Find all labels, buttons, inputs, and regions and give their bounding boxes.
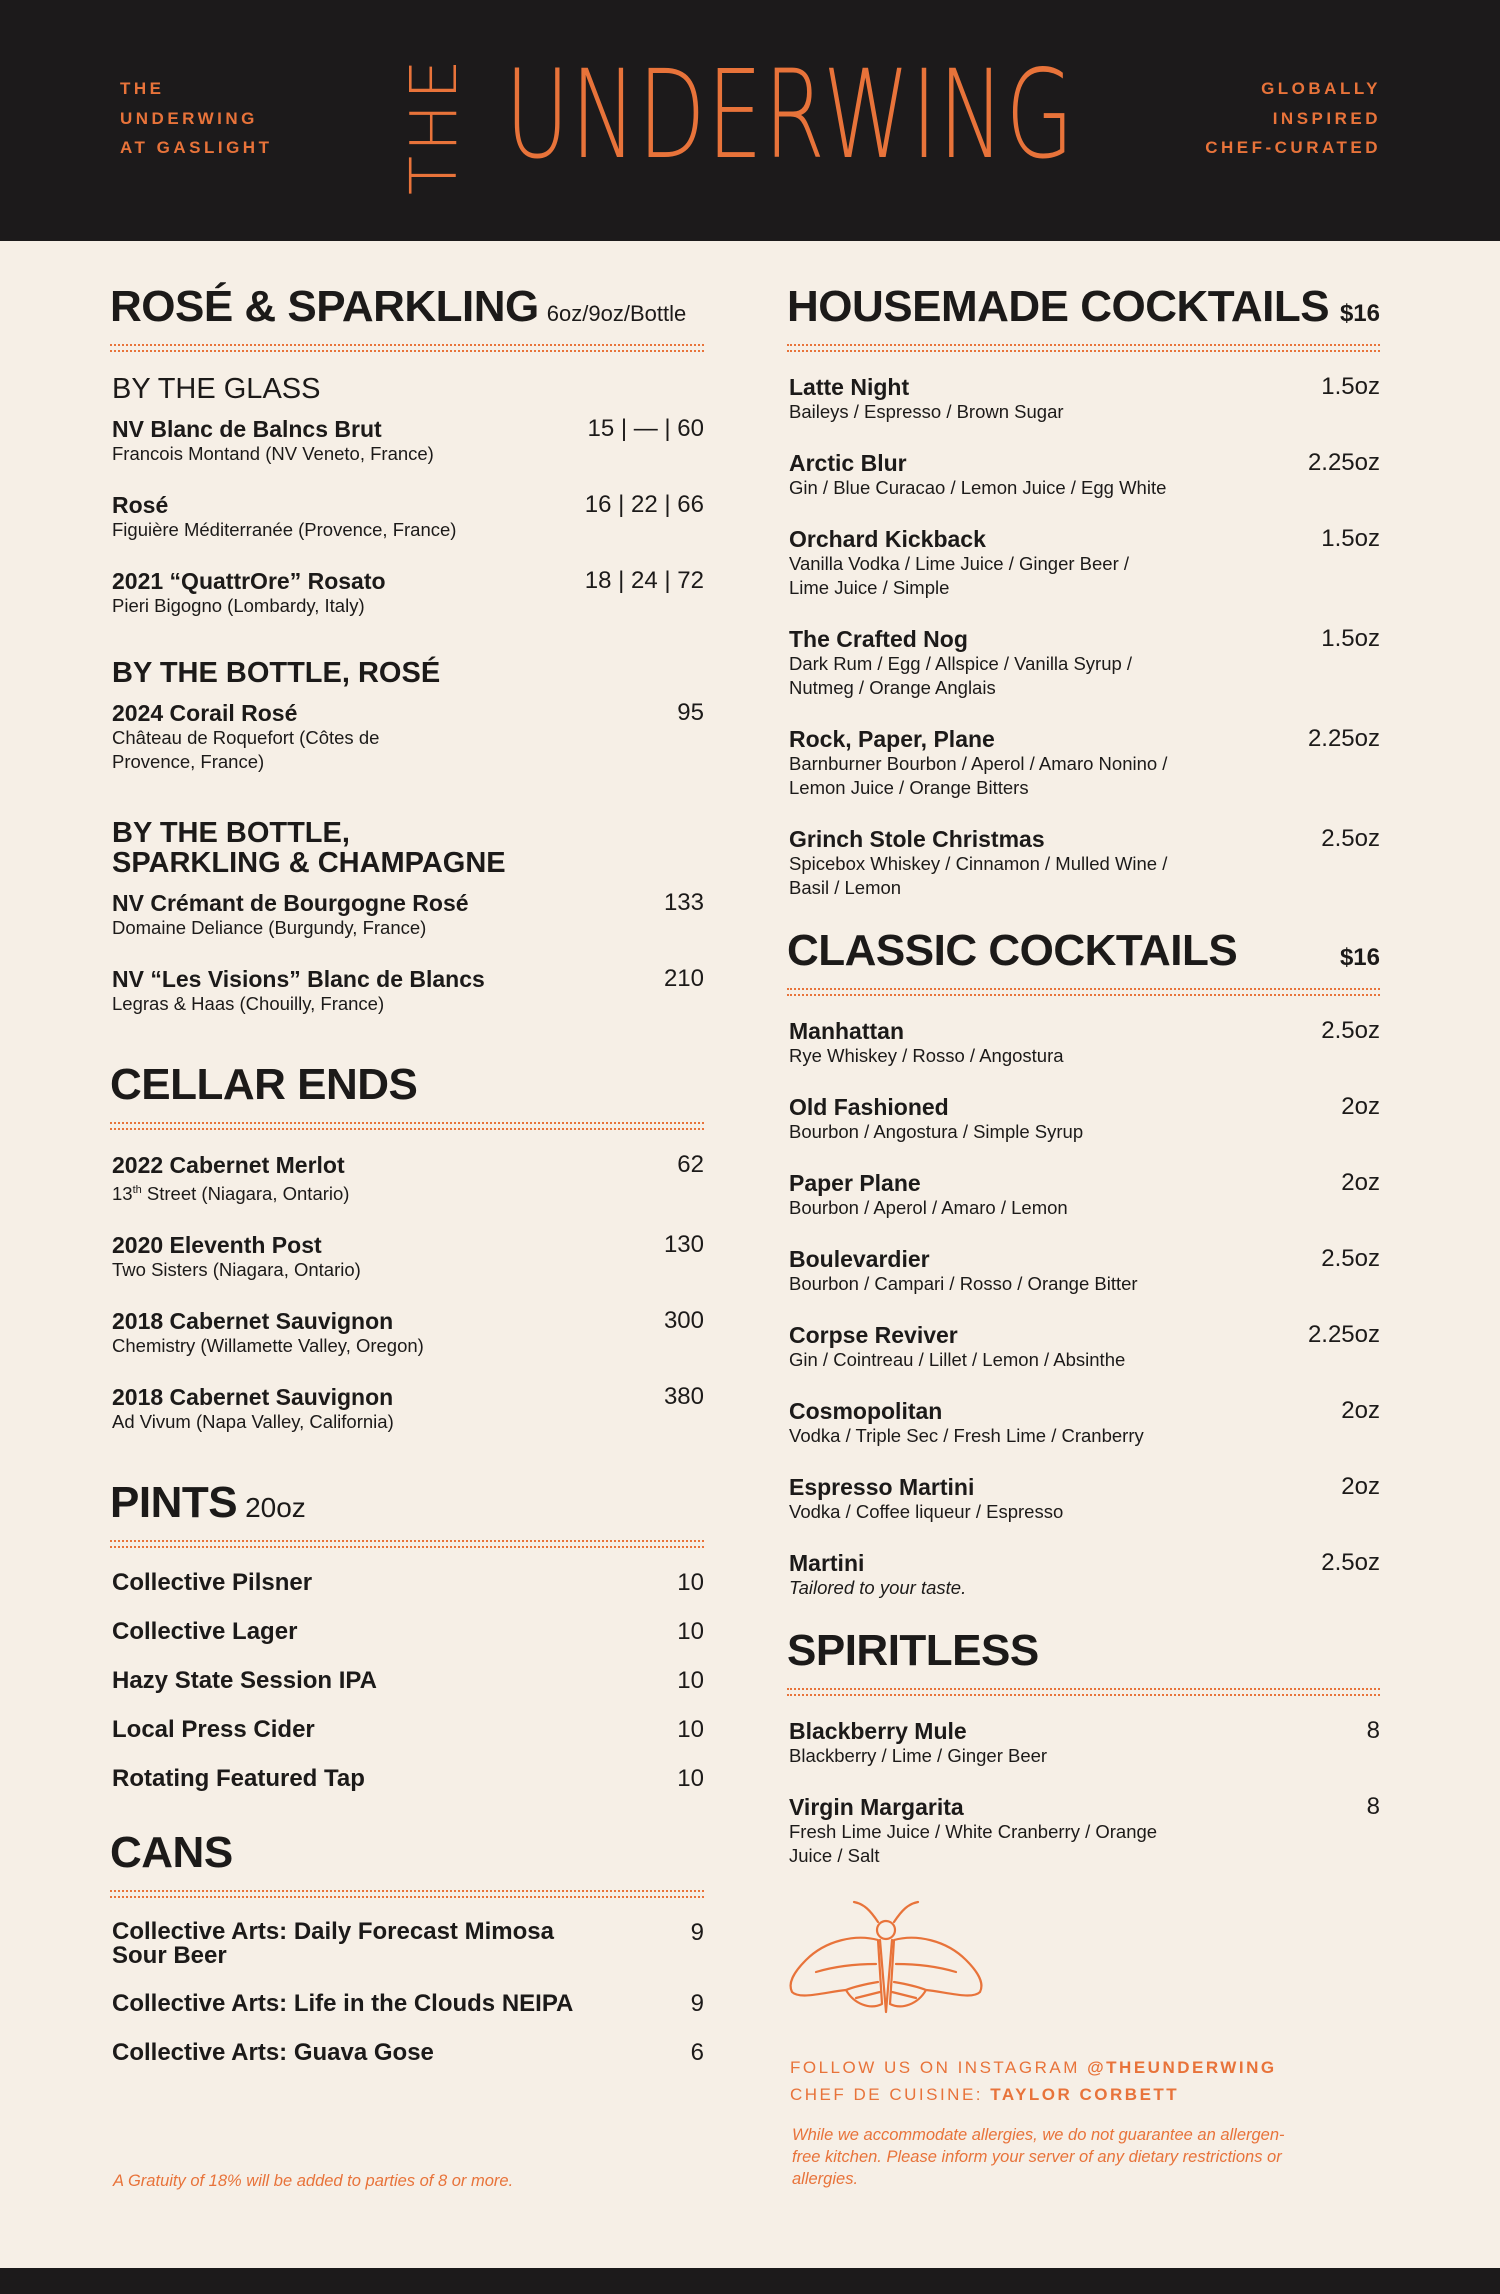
social-and-chef [790, 2054, 1277, 2108]
dotted-divider [787, 344, 1380, 352]
item-price: 133 [663, 889, 704, 916]
menu-item [110, 2040, 704, 2066]
menu-item [110, 1152, 704, 1206]
item-name: Collective Arts: Guava Gose [112, 2039, 434, 2067]
section-title: SPIRITLESS [787, 1626, 1039, 1675]
item-price: 62 [677, 1151, 704, 1178]
section-title: HOUSEMADE COCKTAILS [787, 282, 1330, 331]
item-price: 1.5oz [1321, 525, 1380, 552]
menu-item [787, 826, 1380, 900]
subsection-title-line: SPARKLING & CHAMPAGNE [112, 847, 506, 879]
item-price: 2.25oz [1307, 1321, 1380, 1348]
allergy-disclaimer: While we accommodate allergies, we do not guarantee an allergen-free kitchen. Please inform your server of any dietary restrictions or allergies. [792, 2126, 1285, 2188]
item-price: 95 [677, 699, 704, 726]
item-price: 9 [690, 1919, 704, 1947]
item-name: Cosmopolitan [789, 1398, 943, 1424]
item-description: Vodka / Coffee liqueur / Espresso [789, 1501, 1064, 1522]
dotted-divider [110, 1540, 704, 1548]
item-name: Collective Lager [112, 1618, 298, 1646]
item-description: Rye Whiskey / Rosso / Angostura [789, 1045, 1064, 1066]
section-header-cans [110, 1828, 704, 1878]
menu-item [787, 1018, 1380, 1068]
menu-item [110, 966, 704, 1016]
item-name [112, 1920, 704, 1968]
desc-part: 13 [112, 1183, 133, 1205]
item-description: Basil / Lemon [789, 877, 902, 898]
item-description: Legras & Haas (Chouilly, France) [112, 993, 385, 1014]
item-price: 10 [677, 1667, 704, 1695]
item-description: Bourbon / Aperol / Amaro / Lemon [789, 1197, 1068, 1218]
menu-item [110, 1766, 704, 1792]
item-name: 2021 “QuattrOre” Rosato [112, 568, 386, 594]
item-name: 2018 Cabernet Sauvignon [112, 1384, 394, 1411]
right-column [787, 282, 1380, 1894]
tagline-line: CHEF-CURATED [1205, 138, 1381, 157]
item-name: Local Press Cider [112, 1716, 315, 1744]
menu-item [787, 1474, 1380, 1524]
tagline-line: THE [120, 79, 165, 98]
section-header-spiritless [787, 1626, 1380, 1676]
tagline-line: INSPIRED [1272, 108, 1381, 128]
logo-wordmark: UNDERWING [505, 44, 1076, 186]
item-description: Vodka / Triple Sec / Fresh Lime / Cranberry [789, 1425, 1144, 1446]
item-price: 15 | — | 60 [587, 415, 704, 442]
item-price: 380 [663, 1383, 704, 1411]
item-description: Baileys / Espresso / Brown Sugar [789, 401, 1064, 422]
item-price: 9 [690, 1990, 704, 2018]
instagram-handle[interactable]: @THEUNDERWING [1087, 2058, 1277, 2077]
menu-item [787, 526, 1380, 600]
subsection-title: BY THE BOTTLE, ROSÉ [112, 657, 441, 689]
item-name: NV “Les Visions” Blanc de Blancs [112, 966, 485, 992]
left-column [110, 282, 704, 2089]
dotted-divider [110, 1122, 704, 1130]
menu-item [787, 1170, 1380, 1220]
item-description: Nutmeg / Orange Anglais [789, 677, 996, 698]
instagram-line [790, 2054, 1277, 2081]
menu-item [787, 1322, 1380, 1372]
item-name: Latte Night [789, 374, 910, 400]
item-name: Collective Pilsner [112, 1569, 313, 1597]
item-name: Martini [789, 1550, 865, 1576]
item-price: 10 [677, 1716, 704, 1744]
section-header-housemade [787, 282, 1380, 332]
header-banner [0, 0, 1500, 241]
item-price: 10 [677, 1569, 704, 1597]
menu-item [787, 374, 1380, 424]
item-description: Spicebox Whiskey / Cinnamon / Mulled Wine / [789, 853, 1168, 874]
item-description: Bourbon / Campari / Rosso / Orange Bitter [789, 1273, 1138, 1294]
menu-item [787, 450, 1380, 500]
item-name: Boulevardier [789, 1246, 930, 1272]
subsection-title-line: BY THE BOTTLE, [112, 817, 350, 849]
menu-item [110, 1920, 704, 1968]
item-name: Corpse Reviver [789, 1322, 958, 1348]
item-name: Collective Arts: Life in the Clouds NEIPA [112, 1990, 574, 2018]
item-name: Rosé [112, 492, 169, 518]
section-serving-sizes: 6oz/9oz/Bottle [546, 301, 687, 326]
menu-item [787, 626, 1380, 700]
menu-item [110, 1991, 704, 2017]
chef-label: CHEF DE CUISINE: [790, 2085, 991, 2104]
item-name: NV Crémant de Bourgogne Rosé [112, 890, 469, 916]
chef-line [790, 2081, 1277, 2108]
header-right-tagline [1205, 74, 1381, 163]
dotted-divider [110, 1890, 704, 1898]
menu-item [110, 568, 704, 618]
item-price: 16 | 22 | 66 [584, 491, 704, 518]
section-price: $16 [1339, 944, 1380, 971]
item-description: Dark Rum / Egg / Allspice / Vanilla Syrup / [789, 653, 1133, 674]
item-price: 18 | 24 | 72 [584, 567, 704, 594]
section-price: $16 [1339, 300, 1380, 327]
item-description [112, 1178, 704, 1206]
item-description: Gin / Cointreau / Lillet / Lemon / Absinthe [789, 1349, 1126, 1370]
item-price: 2.5oz [1321, 1549, 1380, 1576]
item-price: 6 [690, 2039, 704, 2067]
menu-item [110, 1570, 704, 1596]
item-description: Francois Montand (NV Veneto, France) [112, 443, 434, 464]
menu-item [787, 1550, 1380, 1600]
item-description: Vanilla Vodka / Lime Juice / Ginger Beer / [789, 553, 1130, 574]
item-name: Paper Plane [789, 1170, 921, 1196]
item-name: Manhattan [789, 1018, 904, 1044]
item-description: Ad Vivum (Napa Valley, California) [112, 1411, 394, 1433]
item-price: 130 [663, 1231, 704, 1259]
item-description: Provence, France) [112, 751, 265, 772]
item-description: Gin / Blue Curacao / Lemon Juice / Egg White [789, 477, 1167, 498]
item-name: 2020 Eleventh Post [112, 1232, 322, 1259]
item-price: 1.5oz [1321, 625, 1380, 652]
item-description: Chemistry (Willamette Valley, Oregon) [112, 1335, 424, 1357]
item-name-line: Collective Arts: Daily Forecast Mimosa [112, 1918, 554, 1946]
item-description: Château de Roquefort (Côtes de [112, 727, 380, 748]
item-name: Hazy State Session IPA [112, 1667, 377, 1695]
item-price: 10 [677, 1618, 704, 1646]
menu-item [787, 1398, 1380, 1448]
item-price: 300 [663, 1307, 704, 1335]
menu-item [110, 492, 704, 542]
menu-item [110, 1232, 704, 1282]
item-name: 2018 Cabernet Sauvignon [112, 1308, 394, 1335]
tagline-line: AT GASLIGHT [120, 138, 273, 157]
section-title: CELLAR ENDS [110, 1060, 418, 1109]
item-description: Two Sisters (Niagara, Ontario) [112, 1259, 361, 1281]
item-description: Fresh Lime Juice / White Cranberry / Orange [789, 1821, 1158, 1842]
tagline-line: UNDERWING [120, 108, 258, 128]
item-description: Pieri Bigogno (Lombardy, Italy) [112, 595, 365, 616]
section-header-rose [110, 282, 704, 332]
gratuity-note: A Gratuity of 18% will be added to parties of 8 or more. [113, 2172, 514, 2190]
menu-item [110, 700, 704, 774]
logo-the: THE [398, 55, 472, 195]
item-price: 2.5oz [1321, 1245, 1380, 1272]
item-name: NV Blanc de Balncs Brut [112, 416, 382, 442]
section-title: PINTS [110, 1478, 238, 1528]
item-price: 2.5oz [1321, 1017, 1380, 1044]
item-price: 2oz [1341, 1169, 1380, 1196]
section-title: ROSÉ & SPARKLING [110, 282, 539, 331]
menu-item [787, 1794, 1380, 1868]
dotted-divider [787, 1688, 1380, 1696]
menu-item [110, 416, 704, 466]
header-left-tagline [120, 74, 272, 163]
item-price: 2.25oz [1307, 449, 1380, 476]
item-price: 10 [677, 1765, 704, 1793]
section-serving-size: 20oz [245, 1492, 306, 1524]
tagline-line: GLOBALLY [1261, 79, 1381, 98]
item-name: 2022 Cabernet Merlot [112, 1152, 345, 1178]
item-name: Rotating Featured Tap [112, 1765, 365, 1793]
moth-icon [786, 1900, 986, 2025]
item-name: Grinch Stole Christmas [789, 826, 1045, 852]
item-name: 2024 Corail Rosé [112, 700, 298, 726]
menu-item [787, 1246, 1380, 1296]
desc-part: Street (Niagara, Ontario) [141, 1183, 350, 1205]
desc-superscript: th [132, 1184, 142, 1196]
item-name: Espresso Martini [789, 1474, 975, 1500]
item-description: Barnburner Bourbon / Aperol / Amaro Nonino / [789, 753, 1168, 774]
item-description: Lemon Juice / Orange Bitters [789, 777, 1029, 798]
item-description: Lime Juice / Simple [789, 577, 950, 598]
item-description: Juice / Salt [789, 1845, 880, 1866]
item-name: The Crafted Nog [789, 626, 968, 652]
dotted-divider [110, 344, 704, 352]
item-description: Blackberry / Lime / Ginger Beer [789, 1745, 1048, 1766]
dotted-divider [787, 988, 1380, 996]
item-price: 8 [1366, 1793, 1380, 1820]
item-price: 2.25oz [1307, 725, 1380, 752]
item-name-line: Sour Beer [112, 1942, 227, 1970]
item-name: Rock, Paper, Plane [789, 726, 995, 752]
section-title: CANS [110, 1828, 233, 1878]
item-price: 2oz [1341, 1397, 1380, 1424]
item-description: Bourbon / Angostura / Simple Syrup [789, 1121, 1084, 1142]
menu-item [787, 1094, 1380, 1144]
subsection-title [112, 818, 704, 878]
section-header-cellar [110, 1060, 704, 1110]
item-description: Figuière Méditerranée (Provence, France) [112, 519, 457, 540]
item-price: 1.5oz [1321, 373, 1380, 400]
section-header-pints [110, 1478, 704, 1528]
chef-name: TAYLOR CORBETT [990, 2085, 1180, 2104]
menu-item [787, 1718, 1380, 1768]
section-title: CLASSIC COCKTAILS [787, 926, 1238, 975]
section-header-classic [787, 926, 1380, 976]
menu-item [110, 1717, 704, 1743]
item-price: 2oz [1341, 1473, 1380, 1500]
footer-bar [0, 2268, 1500, 2294]
item-name: Virgin Margarita [789, 1794, 964, 1820]
menu-item [110, 890, 704, 940]
item-description: Tailored to your taste. [789, 1577, 967, 1598]
item-name: Orchard Kickback [789, 526, 986, 552]
item-name: Arctic Blur [789, 450, 907, 476]
item-name: Old Fashioned [789, 1094, 949, 1120]
item-price: 8 [1366, 1717, 1380, 1744]
item-name: Blackberry Mule [789, 1718, 967, 1744]
instagram-label: FOLLOW US ON INSTAGRAM [790, 2058, 1088, 2077]
item-description: Domaine Deliance (Burgundy, France) [112, 917, 427, 938]
menu-item [110, 1668, 704, 1694]
menu-item [110, 1384, 704, 1434]
item-price: 210 [663, 965, 704, 992]
menu-item [787, 726, 1380, 800]
menu-item [110, 1619, 704, 1645]
menu-item [110, 1308, 704, 1358]
item-price: 2oz [1341, 1093, 1380, 1120]
subsection-title: BY THE GLASS [112, 373, 321, 405]
item-price: 2.5oz [1321, 825, 1380, 852]
